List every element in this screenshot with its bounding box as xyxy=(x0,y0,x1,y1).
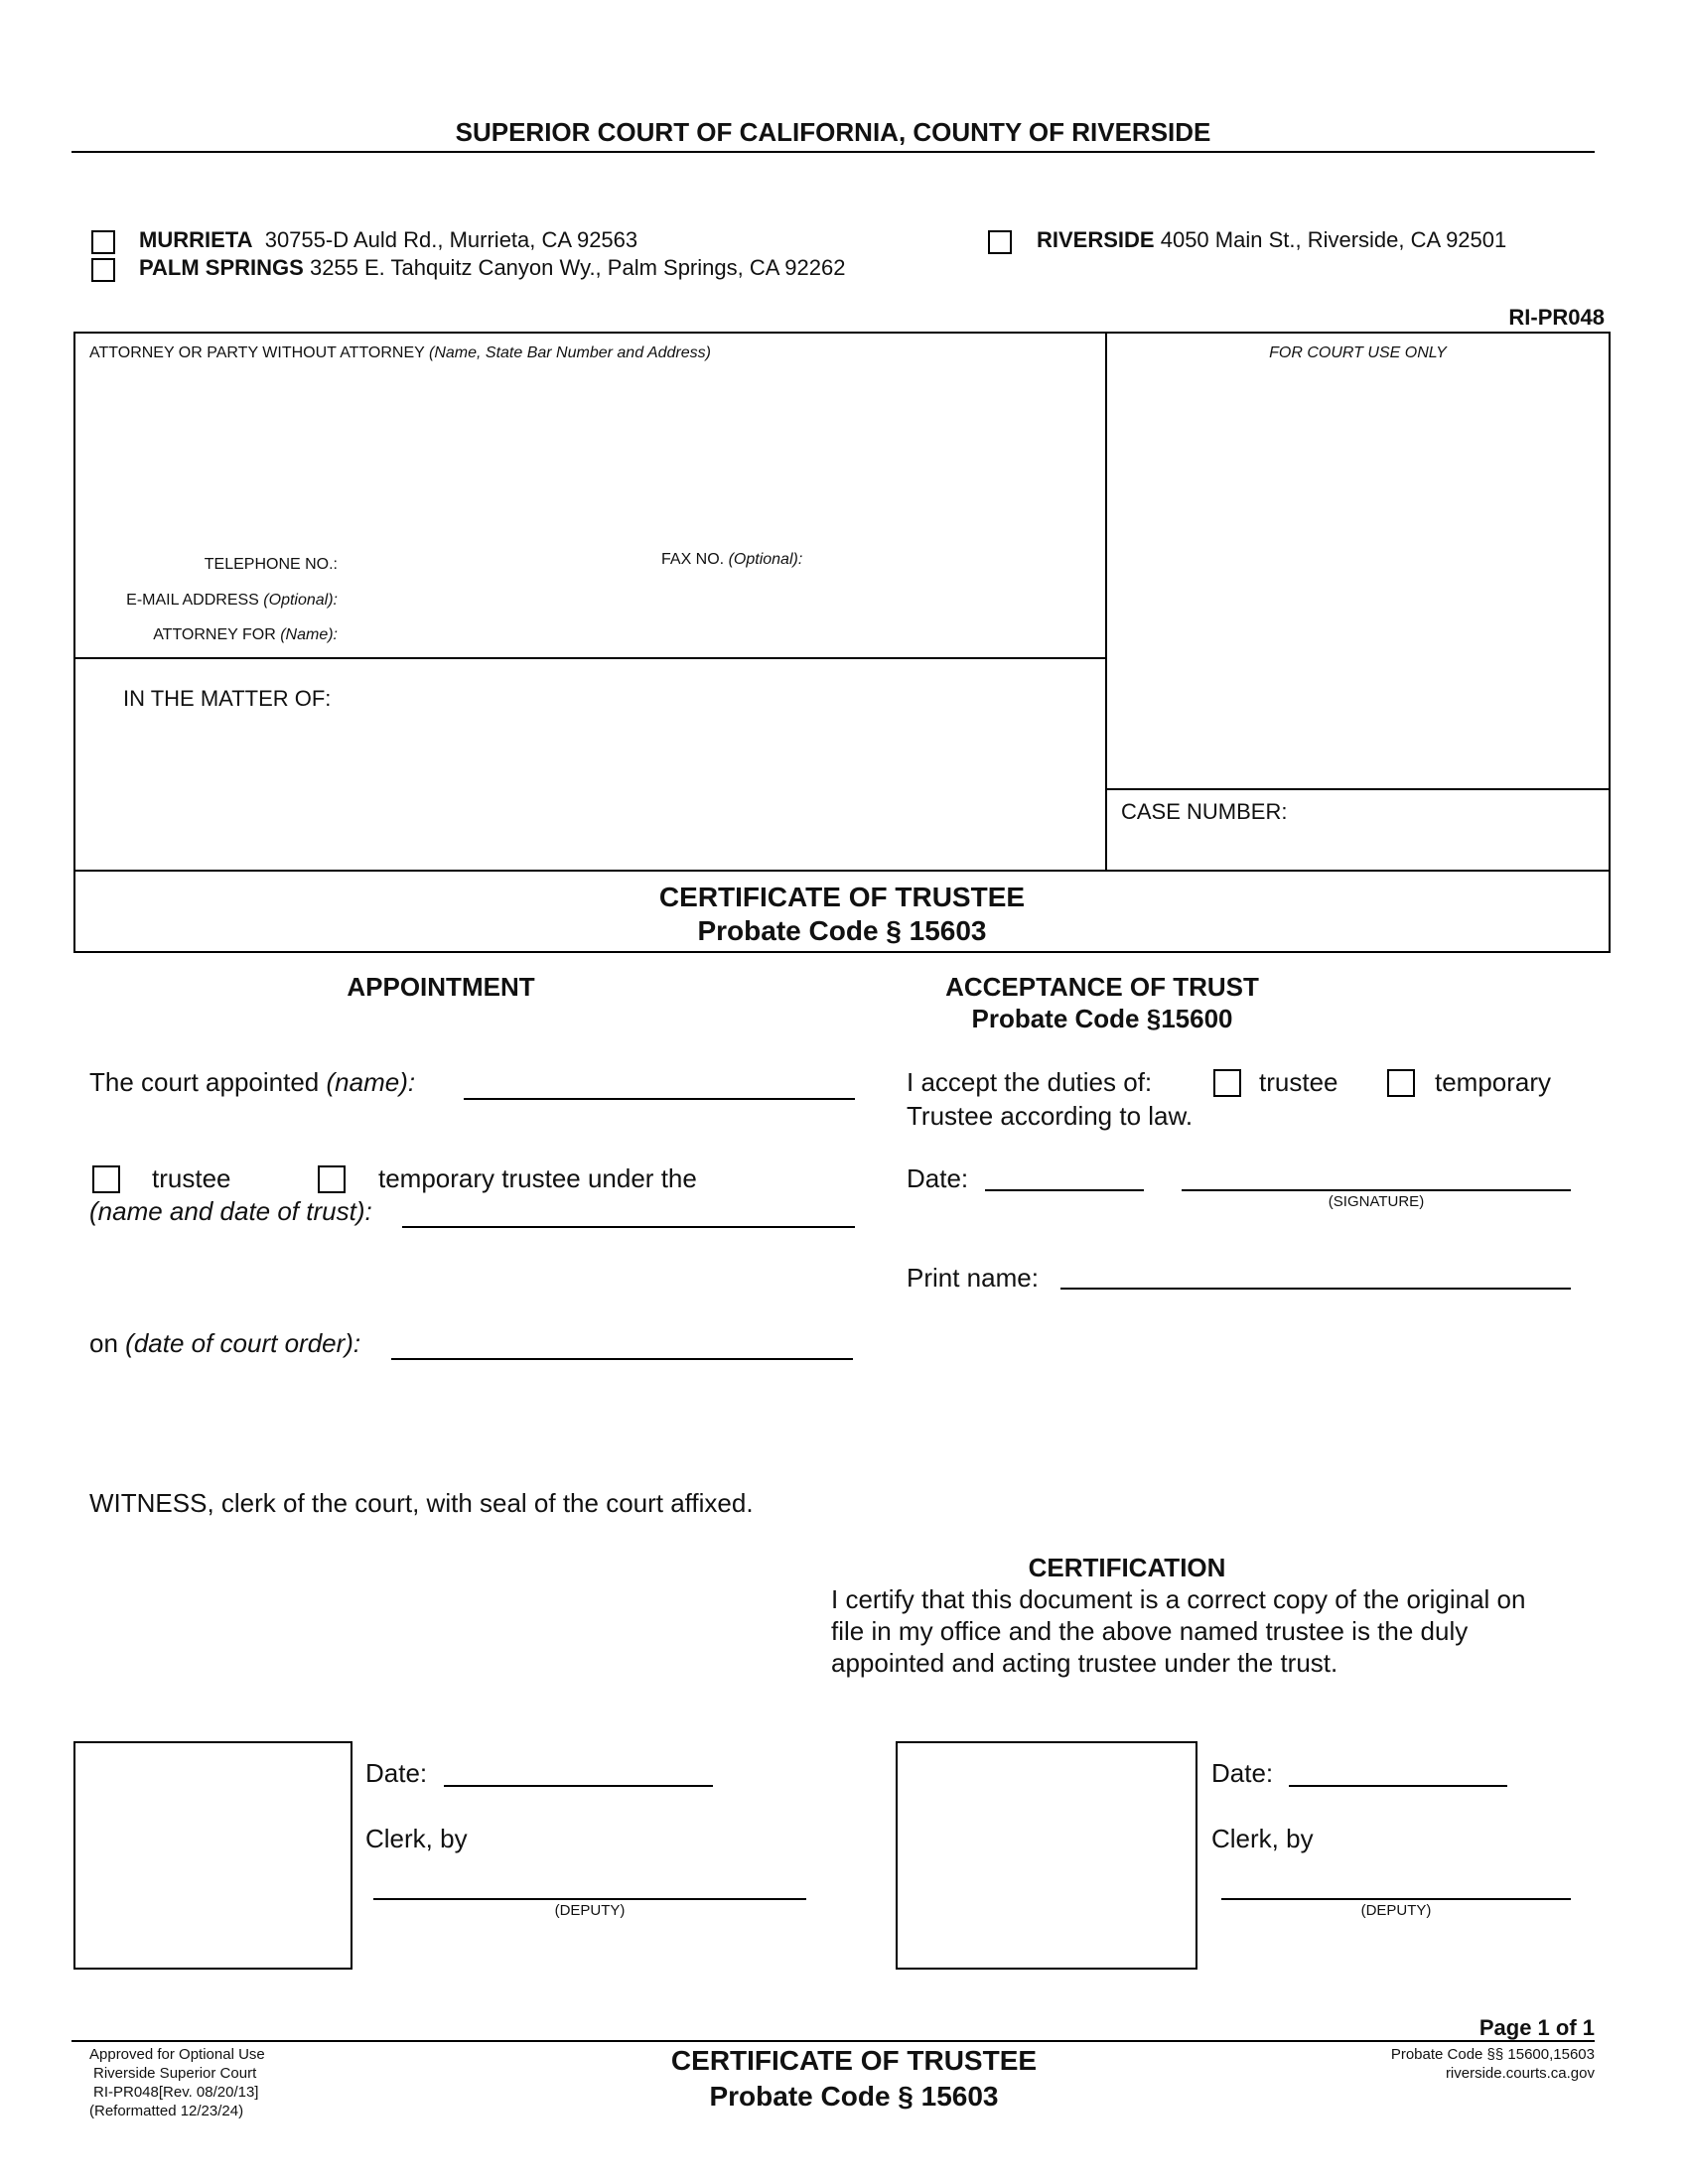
form-number: RI-PR048 xyxy=(1508,305,1605,330)
murrieta-name: MURRIETA xyxy=(139,227,253,252)
appointment-trustee-checkbox[interactable] xyxy=(92,1165,120,1193)
caption-left-divider xyxy=(73,657,1107,659)
appointee-name-line[interactable] xyxy=(464,1098,855,1100)
header-divider xyxy=(71,151,1595,153)
court-order-date-line[interactable] xyxy=(391,1358,853,1360)
left-date-line[interactable] xyxy=(444,1785,713,1787)
acceptance-date-label: Date: xyxy=(907,1163,969,1193)
footer-approved: Approved for Optional Use xyxy=(89,2046,265,2063)
attorney-for-label-hint: (Name): xyxy=(280,626,338,643)
print-name-label: Print name: xyxy=(907,1263,1039,1293)
certification-line-1: I certify that this document is a correct copy of the original on xyxy=(831,1584,1526,1614)
left-date-label: Date: xyxy=(365,1758,428,1788)
case-number-divider xyxy=(1105,788,1611,790)
form-title: CERTIFICATE OF TRUSTEE xyxy=(658,882,1026,912)
left-clerk-label: Clerk, by xyxy=(365,1824,468,1853)
palm-springs-location xyxy=(139,255,845,281)
murrieta-location xyxy=(139,227,637,253)
right-deputy-line[interactable] xyxy=(1221,1898,1571,1900)
caption-vertical-divider xyxy=(1105,332,1107,872)
attorney-label-hint: (Name, State Bar Number and Address) xyxy=(429,344,711,361)
acceptance-temporary-checkbox[interactable] xyxy=(1387,1069,1415,1097)
trust-name-line[interactable] xyxy=(402,1226,855,1228)
appointment-trustee-label: trustee xyxy=(152,1163,231,1193)
right-clerk-label: Clerk, by xyxy=(1211,1824,1314,1853)
court-order-date-label xyxy=(89,1328,360,1359)
palm-springs-name: PALM SPRINGS xyxy=(139,255,304,280)
email-label-hint: (Optional): xyxy=(263,592,338,609)
fax-label-hint: (Optional): xyxy=(728,551,803,568)
left-deputy-line[interactable] xyxy=(373,1898,806,1900)
court-use-label: FOR COURT USE ONLY xyxy=(1269,344,1447,361)
footer-codes: Probate Code §§ 15600,15603 xyxy=(1390,2046,1595,2063)
riverside-address: 4050 Main St., Riverside, CA 92501 xyxy=(1160,227,1507,252)
telephone-label[interactable]: TELEPHONE NO.: xyxy=(204,556,338,573)
acceptance-subheading: Probate Code §15600 xyxy=(971,1004,1233,1033)
page-number: Page 1 of 1 xyxy=(1478,2015,1595,2040)
accept-duties-text: I accept the duties of: xyxy=(907,1067,1153,1097)
palm-springs-checkbox[interactable] xyxy=(91,258,115,282)
attorney-label-text: ATTORNEY OR PARTY WITHOUT ATTORNEY xyxy=(89,344,425,361)
court-appointed-label xyxy=(89,1067,415,1098)
print-name-line[interactable] xyxy=(1060,1288,1571,1290)
attorney-for-label[interactable] xyxy=(89,626,338,644)
right-seal-box xyxy=(896,1741,1197,1970)
appointment-heading: APPOINTMENT xyxy=(347,972,535,1002)
footer-right xyxy=(1251,2045,1595,2083)
footer-rev: RI-PR048[Rev. 08/20/13] xyxy=(93,2084,259,2101)
attorney-label xyxy=(89,344,711,362)
murrieta-checkbox[interactable] xyxy=(91,230,115,254)
on-text: on xyxy=(89,1328,118,1358)
signature-line[interactable] xyxy=(1182,1189,1571,1191)
title-divider xyxy=(73,870,1611,872)
attorney-for-label-text: ATTORNEY FOR xyxy=(153,626,276,643)
right-date-line[interactable] xyxy=(1289,1785,1507,1787)
fax-label[interactable] xyxy=(661,551,802,569)
footer-website[interactable]: riverside.courts.ca.gov xyxy=(1445,2065,1595,2082)
according-to-law-text: Trustee according to law. xyxy=(907,1101,1194,1131)
matter-label[interactable]: IN THE MATTER OF: xyxy=(123,686,332,711)
footer-subtitle: Probate Code § 15603 xyxy=(709,2081,999,2112)
riverside-checkbox[interactable] xyxy=(988,230,1012,254)
left-deputy-label: (DEPUTY) xyxy=(554,1902,626,1919)
riverside-location xyxy=(1037,227,1506,253)
right-deputy-label: (DEPUTY) xyxy=(1360,1902,1432,1919)
acceptance-heading: ACCEPTANCE OF TRUST xyxy=(945,972,1259,1002)
certification-line-2: file in my office and the above named trustee is the duly xyxy=(831,1616,1469,1646)
certification-heading: CERTIFICATION xyxy=(1028,1553,1226,1582)
footer-court: Riverside Superior Court xyxy=(93,2065,257,2082)
email-label[interactable] xyxy=(89,592,338,610)
court-appointed-text: The court appointed xyxy=(89,1067,320,1097)
acceptance-temporary-label: temporary xyxy=(1435,1067,1552,1097)
appointment-temp-trustee-checkbox[interactable] xyxy=(318,1165,346,1193)
footer-left xyxy=(89,2045,265,2120)
acceptance-date-line[interactable] xyxy=(985,1189,1144,1191)
acceptance-trustee-label: trustee xyxy=(1259,1067,1338,1097)
footer-title: CERTIFICATE OF TRUSTEE xyxy=(670,2045,1038,2076)
appointment-temp-trustee-label: temporary trustee under the xyxy=(378,1163,697,1193)
certification-line-3: appointed and acting trustee under the trust. xyxy=(831,1648,1338,1678)
signature-label: (SIGNATURE) xyxy=(1328,1193,1425,1210)
murrieta-address: 30755-D Auld Rd., Murrieta, CA 92563 xyxy=(264,227,638,252)
court-order-hint: (date of court order): xyxy=(125,1328,361,1358)
email-label-text: E-MAIL ADDRESS xyxy=(126,592,259,609)
form-subtitle: Probate Code § 15603 xyxy=(697,915,987,946)
left-seal-box xyxy=(73,1741,352,1970)
footer-reformatted: (Reformatted 12/23/24) xyxy=(89,2103,244,2119)
witness-text: WITNESS, clerk of the court, with seal of the court affixed. xyxy=(89,1488,754,1518)
fax-label-text: FAX NO. xyxy=(661,551,725,568)
court-title: SUPERIOR COURT OF CALIFORNIA, COUNTY OF RIVERSIDE xyxy=(455,117,1211,147)
trust-name-hint: (name and date of trust): xyxy=(89,1196,372,1226)
acceptance-trustee-checkbox[interactable] xyxy=(1213,1069,1241,1097)
palm-springs-address: 3255 E. Tahquitz Canyon Wy., Palm Springs, CA 92262 xyxy=(309,255,846,280)
case-number-label[interactable]: CASE NUMBER: xyxy=(1121,799,1288,824)
footer-divider xyxy=(71,2040,1595,2042)
court-appointed-hint: (name): xyxy=(326,1067,416,1097)
riverside-name: RIVERSIDE xyxy=(1037,227,1155,252)
right-date-label: Date: xyxy=(1211,1758,1274,1788)
